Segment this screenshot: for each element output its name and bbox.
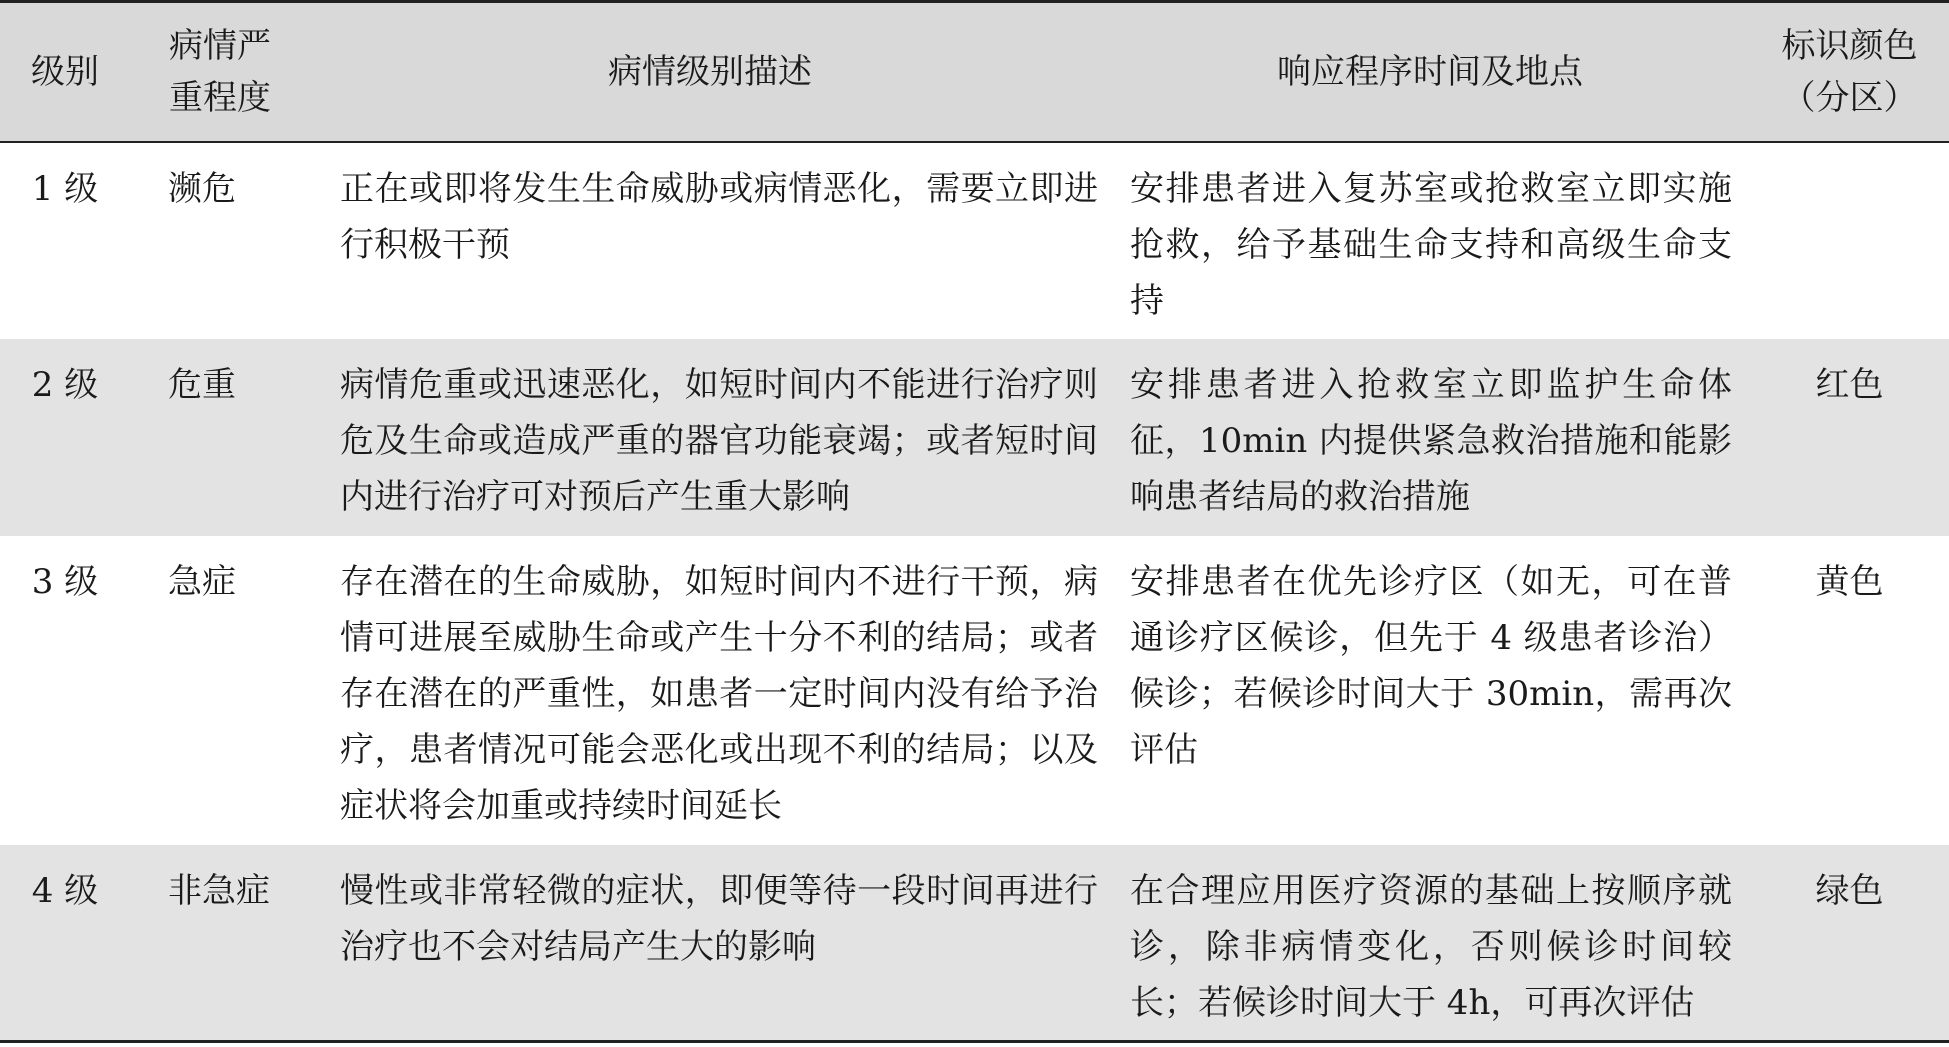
table-row [0,339,1949,536]
cell-severity: 非急症 [168,870,270,911]
header-severity [130,2,310,142]
cell-response: 安排患者进入抢救室立即监护生命体征，10min 内提供紧急救治措施和能影响患者结局的救治措施 [1130,364,1732,517]
cell-level: 2 级 [31,364,99,405]
cell-response: 安排患者进入复苏室或抢救室立即实施抢救，给予基础生命支持和高级生命支持 [1130,168,1732,321]
header-color [1750,2,1949,142]
cell-color: 黄色 [1815,561,1884,602]
header-description: 病情级别描述 [608,51,812,92]
header-severity-line2: 重程度 [169,77,271,118]
table-body [0,142,1949,1042]
header-color-line1: 标识颜色 [1781,25,1918,66]
header-row [0,2,1949,142]
cell-response: 安排患者在优先诊疗区（如无，可在普通诊疗区候诊，但先于 4 级患者诊治）候诊；若候诊时间大于 30min，需再次评估 [1130,561,1732,770]
header-severity-line1: 病情严 [169,25,271,66]
cell-description: 正在或即将发生生命威胁或病情恶化，需要立即进行积极干预 [340,168,1098,265]
header-level: 级别 [31,51,99,92]
table-header [0,2,1949,142]
cell-color: 绿色 [1815,870,1884,911]
header-color-line2: （分区） [1781,77,1918,118]
cell-description: 慢性或非常轻微的症状，即便等待一段时间再进行治疗也不会对结局产生大的影响 [340,870,1098,967]
cell-description: 存在潜在的生命威胁，如短时间内不进行干预，病情可进展至威胁生命或产生十分不利的结局；或者存在潜在的严重性，如患者一定时间内没有给予治疗，患者情况可能会恶化或出现不利的结局；以及症状将会加重或持续时间延长 [340,561,1098,826]
cell-severity: 急症 [168,561,236,602]
cell-level: 3 级 [31,561,99,602]
table-row [0,845,1949,1042]
table-row [0,536,1949,845]
cell-response: 在合理应用医疗资源的基础上按顺序就诊，除非病情变化，否则候诊时间较长；若候诊时间大于 4h，可再次评估 [1130,870,1732,1023]
cell-description: 病情危重或迅速恶化，如短时间内不能进行治疗则危及生命或造成严重的器官功能衰竭；或者短时间内进行治疗可对预后产生重大影响 [340,364,1098,517]
cell-color [1750,142,1949,339]
cell-level: 4 级 [31,870,99,911]
cell-level: 1 级 [31,168,99,209]
table-row [0,142,1949,339]
cell-severity: 濒危 [168,168,236,209]
header-response: 响应程序时间及地点 [1277,51,1583,92]
cell-color: 红色 [1815,364,1884,405]
cell-severity: 危重 [168,364,236,405]
